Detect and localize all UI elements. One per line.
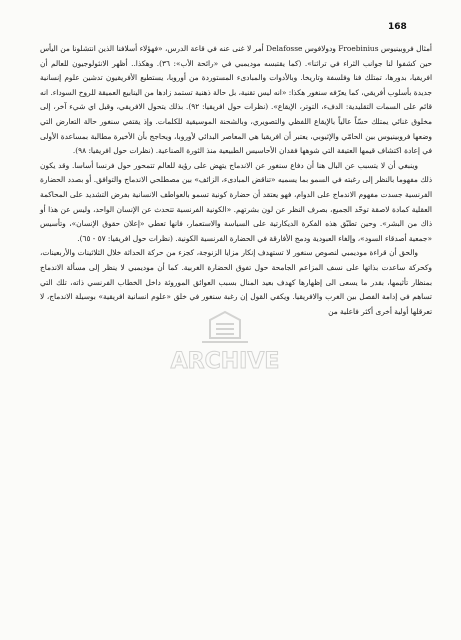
page-number: 168 (388, 22, 407, 32)
paragraph-2: وينبغي أن لا يتسبب عن البال هنا أن دفاع سنغور عن الاندماج يتهض على رؤية للعالم تتمحور حول فرنسا أساسا. وقد يكون ذلك مفهوما بالنظر إلى رغبته في السمو بما يسميه «تناقض المبادىء، الزائف» بين مصطلحي الاندماج والتوافق. أو بصدد الحضارة الفرنسية جسدت مفهوم الاندماج على الدوام، فهو يعتقد أن حضارة كونية تسمو بالعواطف الانسانية بفرض التشديد على المحاكمة العقلية كمادة لاصقة توحّد الجميع، بصرف النظر عن لون بشرتهم. «الكونية الفرنسية تتحدث عن الإنسان الواحد، وليس عن هذا أو ذاك من البشر». وحين تطبّق هذه الفكرة الديكارتية على السياسة والاستعمار، فانها تعطي «إعلان حقوق الإنسان»، وتأسيس «جمعية أصدقاء السود»، وإلغاء العبودية ودمج الأفارقة في الحضارة الفرنسية الكونية. (نظرات حول افريقيا: ٥٧ - ٦٥). (40, 160, 432, 243)
archive-watermark (150, 310, 300, 405)
watermark-text: ARCHIVE (170, 349, 280, 374)
paragraph-1: أمثال فروبينيوس Froebinius ودولافوس Delafosse أمر لا غنى عنه في قاعة الدرس، «فهؤلاء أسلافنا الذين انتشلونا من اليأس حين كشفوا لنا جوانب الثراء في تراثنا». (كما يقتبسه موديمبي في «رائحة الأب»: ٣٦). وهكذا.. أظهر الانثولوجيون للعالم أن افريقيا، بدورها، تمتلك فنا وفلسفة وتاريخا. وبالأدوات والمبادىء المستوردة من أوروبا، يستطيع الأفريقيون تدشين علوم إنسانية جديدة بأسلوب أفريقي، كما يعرّفه سنغور هكذا: «انه ليس تقنية، بل حالة ذهنية تستمد زادها من الينابيع العميقة للروح السوداء. انه قائم على السمات التقليدية: الدفء، التوتر، الإيقاع». (نظرات حول افريقيا: ٩٢). بذلك يتحول الافريقي، وقبل اي شيء آخر، إلى مخلوق غنائي يمتلك حسّاً عالياً بالإيقاع اللفظي والتصويري، وبالشحنة الموسيقية للكلمات. وإذ يقتفي سنغور حالة التعارض التي وضعها فروبينيوس بين الحامّي والإثيوبي، يعتبر أن افريقيا هي المعاصر البدائي لأوروبا، ويحاجج بأن الأخيرة مطالبة بمساعدة الأولى في إعادة اكتشاف قيمها العتيقة التي شوهها فقدان الأحاسيس الطبيعية منذ الثورة الصناعية. (نظرات حول افريقيا: ٩٨). (40, 44, 432, 156)
paragraph-3: والحق أن قراءة موديمبي لنصوص سنغور لا تستهدف إنكار مزايا الزنوجة، كجزء من حركة الحداثة خلال الثلاثينات والأربعينات، وكحركة ساعدت بذاتها على نسف المزاعم الجامحة حول تفوق الحضارة الغربية. كما أن موديمبي لا ينظر إلى مسألة الاندماج بمنظار تأثيمها، بقدر ما يسعى الى إظهارها كهدف بعيد المنال بسبب العوائق الموروثة داخل الخطاب الفرنسي ذاته، تلك التي تساهم في إدامة الفصل بين الغرب والافريقيا. ويكفي القول إن رغبة سنغور في خلق «علوم انسانية افريقية» بوسيلة الاندماج، لا تعرقلها أولية أخرى أكثر فاعلية من (40, 248, 432, 316)
body-text (40, 42, 432, 319)
